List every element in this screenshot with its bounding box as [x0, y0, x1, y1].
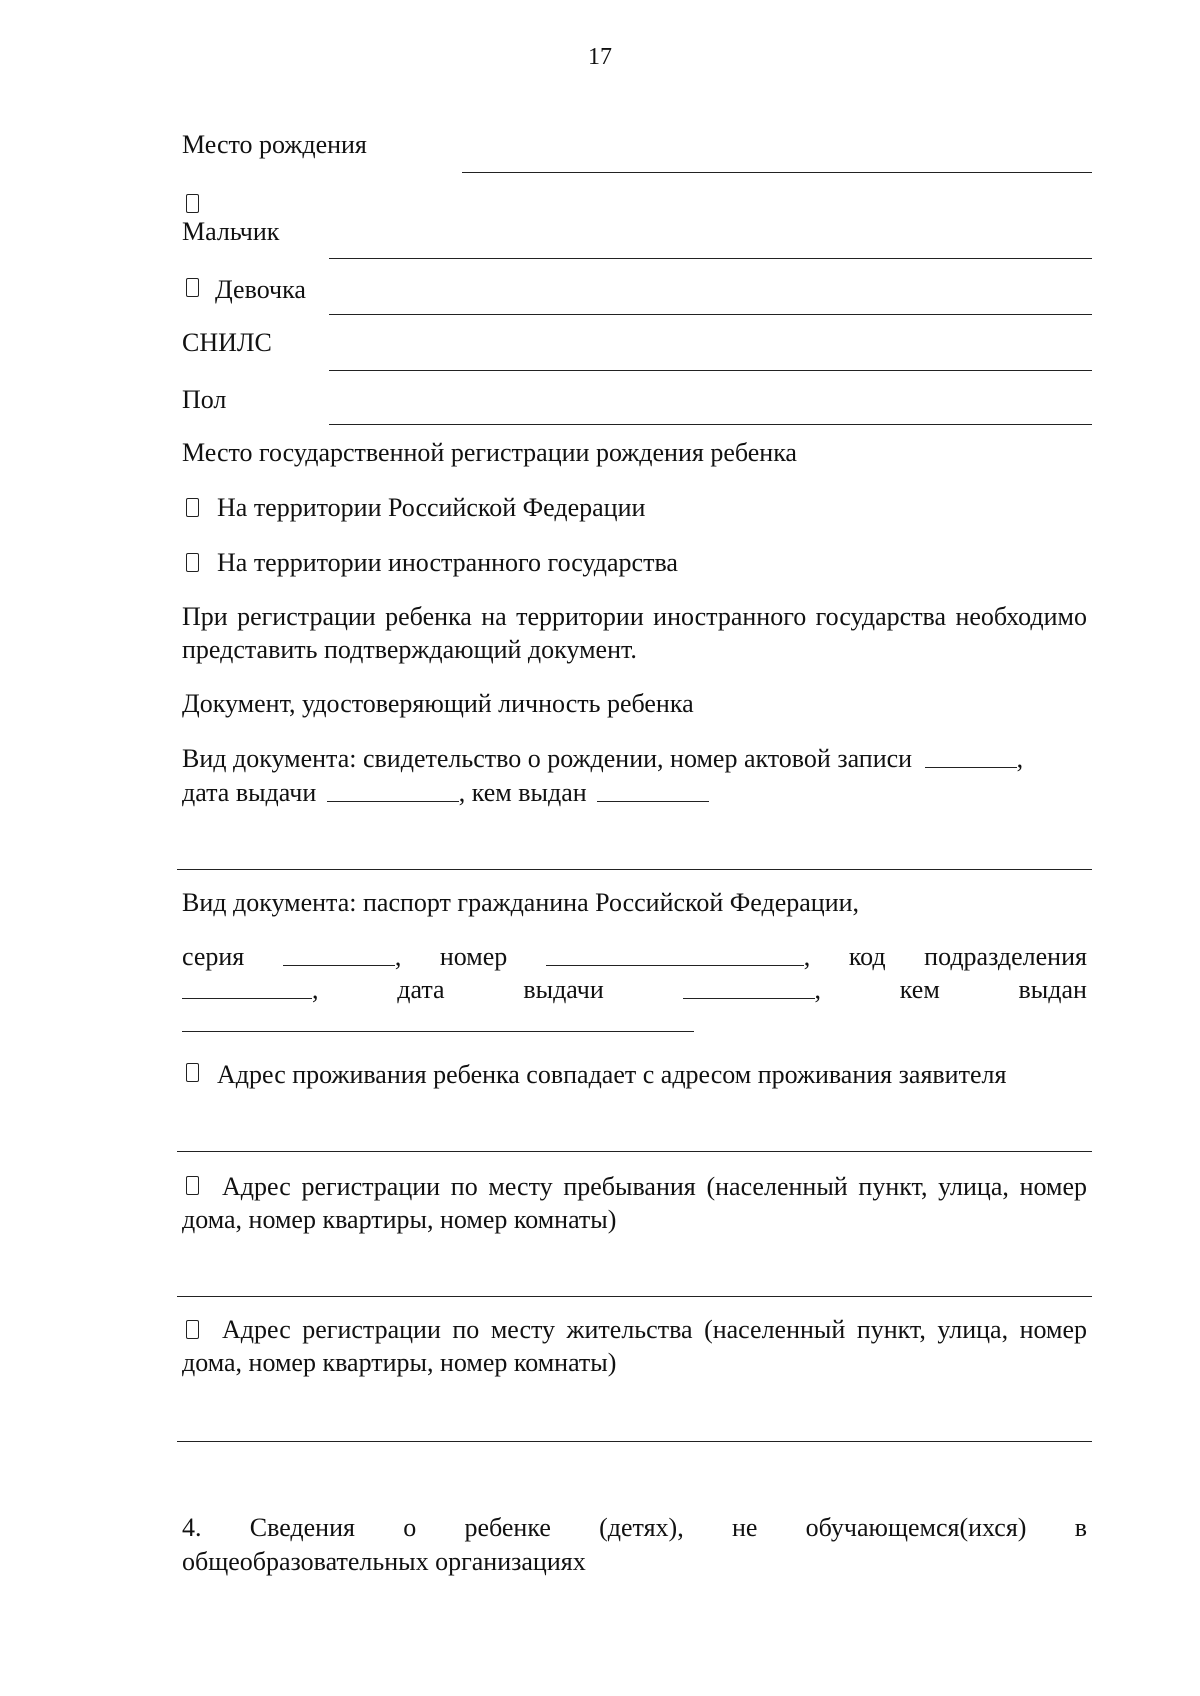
- number-field[interactable]: ,: [546, 940, 811, 973]
- birth-place-field[interactable]: [462, 172, 1092, 173]
- registration-heading: Место государственной регистрации рождения ребенка: [182, 438, 797, 467]
- rf-territory-checkbox[interactable]: [186, 490, 199, 523]
- passport-issued-label: выдан: [1018, 975, 1087, 1004]
- birth-place-label: Место рождения: [182, 130, 367, 159]
- section-4-word: обучающемся(ихся): [805, 1513, 1027, 1542]
- girl-checkbox[interactable]: [186, 270, 199, 303]
- foreign-territory-label: На территории иностранного государства: [217, 548, 678, 577]
- number-label: номер: [439, 942, 508, 971]
- snils-label: СНИЛС: [182, 328, 272, 357]
- issue-date-field[interactable]: [327, 781, 459, 802]
- issued-by-field[interactable]: [597, 781, 709, 802]
- snils-field[interactable]: [329, 370, 1092, 371]
- section-4-word: не: [731, 1513, 758, 1542]
- passport-row-2: [182, 973, 1087, 1006]
- series-label: серия: [182, 942, 245, 971]
- same-address-label: Адрес проживания ребенка совпадает с адресом проживания заявителя: [217, 1060, 1007, 1089]
- page-number: 17: [588, 44, 612, 70]
- section-4-word: в: [1074, 1513, 1087, 1542]
- section-4-word: ребенке: [464, 1513, 551, 1542]
- passport-row-1: [182, 940, 1087, 973]
- birth-certificate-label: Вид документа: свидетельство о рождении, номер актовой записи: [182, 744, 913, 773]
- temporary-address-field[interactable]: [177, 1296, 1092, 1297]
- passport-issued-by-field[interactable]: [182, 1031, 694, 1032]
- girl-field[interactable]: [329, 314, 1092, 315]
- boy-field[interactable]: [329, 258, 1092, 259]
- series-field[interactable]: ,: [283, 940, 402, 973]
- passport-issue-date-field[interactable]: ,: [683, 973, 822, 1006]
- record-number-field[interactable]: [925, 747, 1017, 768]
- section-4-title-line2: общеобразовательных организациях: [182, 1547, 586, 1576]
- rf-territory-label: На территории Российской Федерации: [217, 493, 646, 522]
- girl-label: Девочка: [215, 275, 306, 304]
- issued-by-label: , кем выдан: [458, 778, 587, 807]
- code-label: код: [848, 942, 886, 971]
- section-4-word: (детях),: [599, 1513, 684, 1542]
- permanent-address-label: Адрес регистрации по месту жительства (населенный пункт, улица, номер дома, номер квартиры, номер комнаты): [182, 1315, 1087, 1378]
- subdivision-label: подразделения: [924, 942, 1087, 971]
- sex-label: Пол: [182, 385, 227, 414]
- foreign-territory-checkbox[interactable]: [186, 545, 199, 578]
- birth-certificate-line: Вид документа: свидетельство о рождении, номер актовой записи ,: [182, 744, 1024, 773]
- birth-certificate-line2: [182, 776, 709, 809]
- identity-heading: Документ, удостоверяющий личность ребенка: [182, 689, 694, 718]
- issue-date-label: дата выдачи: [182, 778, 317, 807]
- boy-label: Мальчик: [182, 217, 280, 246]
- temporary-address-label: Адрес регистрации по месту пребывания (населенный пункт, улица, номер дома, номер квартиры, номер комнаты): [182, 1172, 1087, 1235]
- birth-certificate-extra-field[interactable]: [177, 869, 1092, 870]
- section-4-number: 4.: [182, 1513, 202, 1542]
- subdivision-code-field[interactable]: ,: [182, 973, 319, 1006]
- passport-issue-label: выдачи: [523, 975, 604, 1004]
- permanent-address-field[interactable]: [177, 1441, 1092, 1442]
- passport-date-label: дата: [397, 975, 445, 1004]
- sex-field[interactable]: [329, 424, 1092, 425]
- residence-address-field[interactable]: [177, 1151, 1092, 1152]
- section-4-title: [182, 1511, 1087, 1544]
- foreign-registration-note: При регистрации ребенка на территории иностранного государства необходимо представить подтверждающий документ.: [182, 602, 1087, 665]
- section-4-word: о: [403, 1513, 417, 1542]
- passport-heading: Вид документа: паспорт гражданина Российской Федерации,: [182, 888, 860, 917]
- passport-who-label: кем: [899, 975, 940, 1004]
- section-4-word: Сведения: [249, 1513, 355, 1542]
- same-address-checkbox[interactable]: [186, 1055, 199, 1088]
